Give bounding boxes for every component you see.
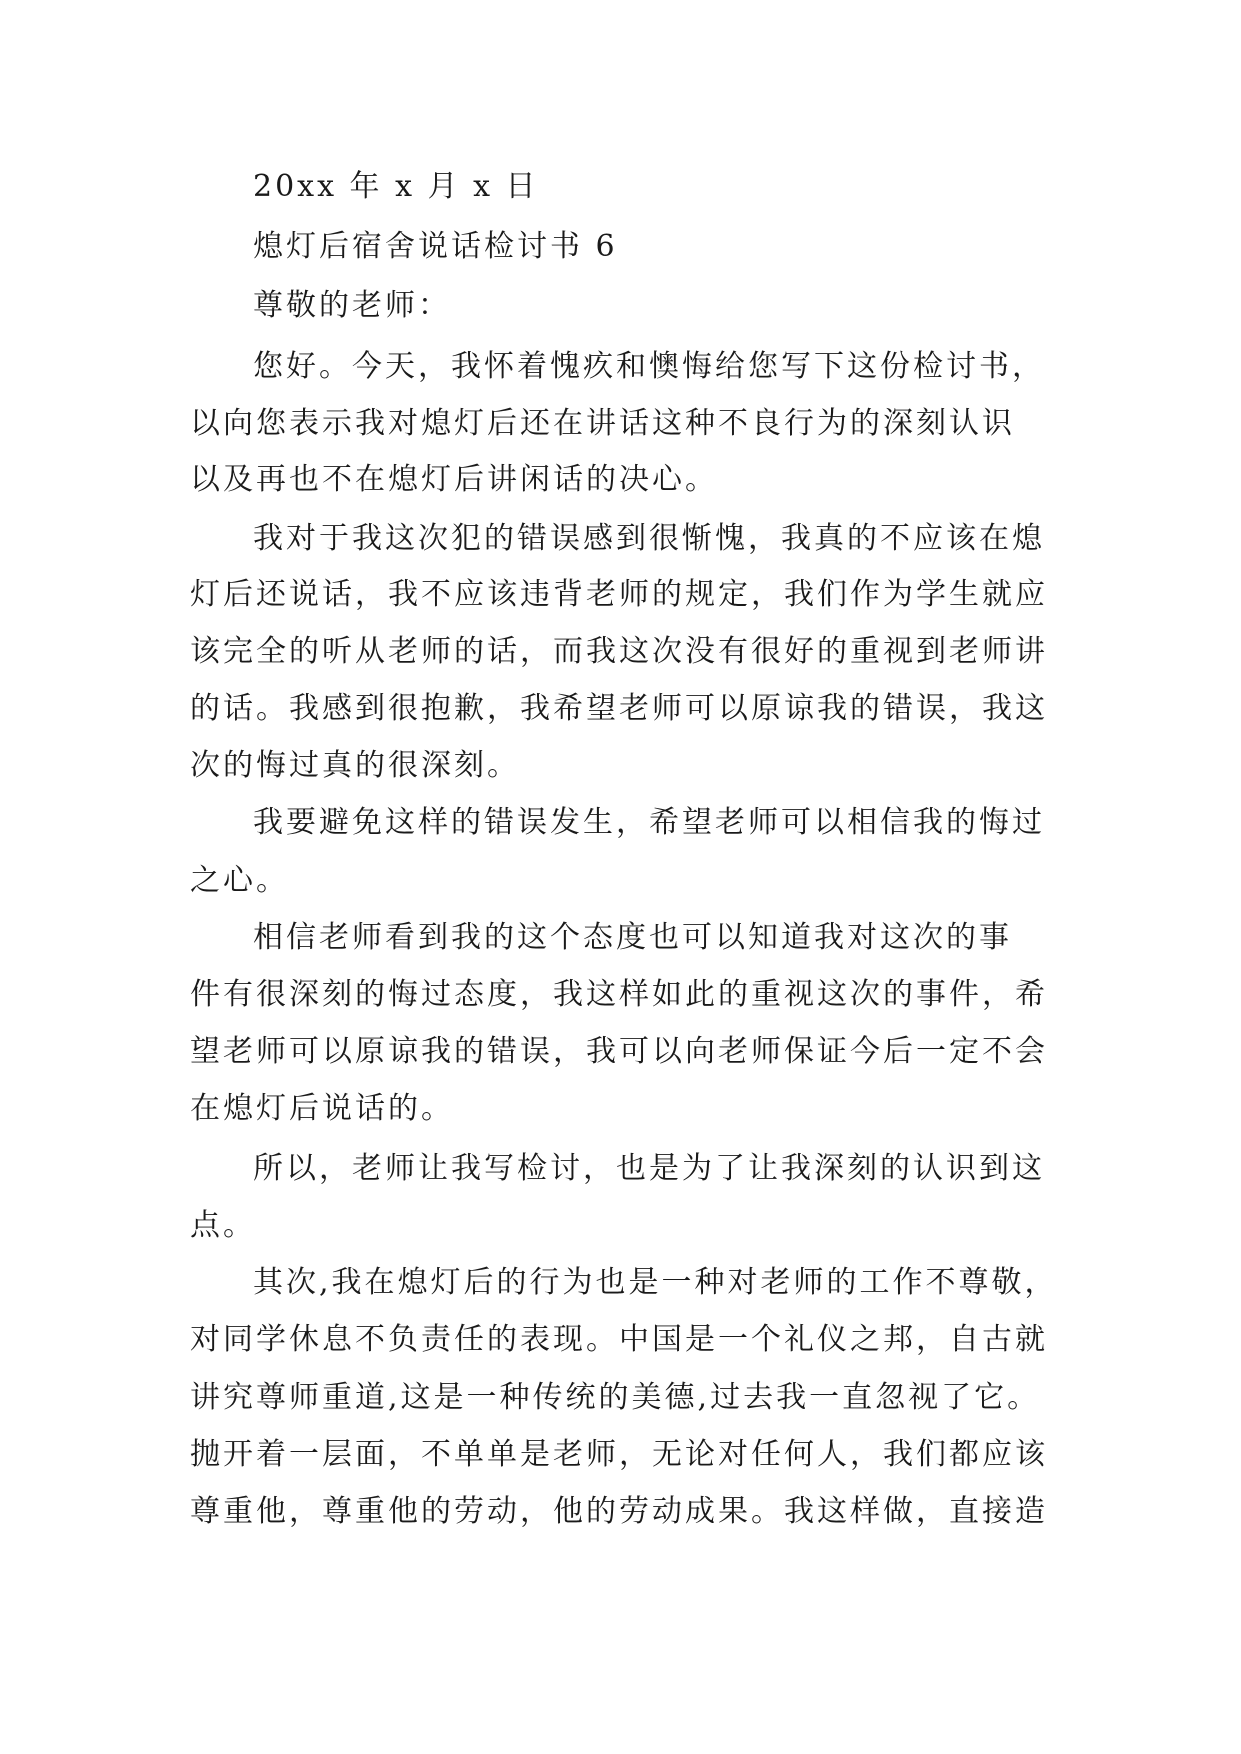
- paragraph-line: 点。: [190, 1208, 256, 1243]
- document-title: 熄灯后宿舍说话检讨书 6: [253, 229, 618, 264]
- paragraph-line: 您好。今天，我怀着愧疚和懊悔给您写下这份检讨书，: [253, 349, 1045, 384]
- paragraph-line: 灯后还说话，我不应该违背老师的规定，我们作为学生就应: [190, 577, 1048, 612]
- paragraph-line: 我对于我这次犯的错误感到很惭愧，我真的不应该在熄: [253, 521, 1045, 556]
- paragraph-line: 抛开着一层面，不单单是老师，无论对任何人，我们都应该: [190, 1437, 1048, 1472]
- paragraph-line: 的话。我感到很抱歉，我希望老师可以原谅我的错误，我这: [190, 691, 1048, 726]
- paragraph-line: 件有很深刻的悔过态度，我这样如此的重视这次的事件，希: [190, 977, 1048, 1012]
- paragraph-line: 在熄灯后说话的。: [190, 1091, 454, 1126]
- paragraph-line: 以及再也不在熄灯后讲闲话的决心。: [190, 462, 718, 497]
- paragraph-line: 该完全的听从老师的话，而我这次没有很好的重视到老师讲: [190, 634, 1048, 669]
- paragraph-line: 望老师可以原谅我的错误，我可以向老师保证今后一定不会: [190, 1034, 1048, 1069]
- paragraph-line: 对同学休息不负责任的表现。中国是一个礼仪之邦，自古就: [190, 1322, 1048, 1357]
- salutation: 尊敬的老师：: [253, 288, 451, 323]
- date-line: 20xx 年 x 月 x 日: [253, 169, 539, 204]
- paragraph-line: 尊重他，尊重他的劳动，他的劳动成果。我这样做，直接造: [190, 1494, 1048, 1529]
- paragraph-line: 之心。: [190, 863, 289, 898]
- paragraph-line: 所以，老师让我写检讨，也是为了让我深刻的认识到这: [253, 1151, 1045, 1186]
- paragraph-line: 次的悔过真的很深刻。: [190, 748, 520, 783]
- paragraph-line: 我要避免这样的错误发生，希望老师可以相信我的悔过: [253, 805, 1045, 840]
- paragraph-line: 相信老师看到我的这个态度也可以知道我对这次的事: [253, 920, 1012, 955]
- paragraph-line: 以向您表示我对熄灯后还在讲话这种不良行为的深刻认识: [190, 406, 1015, 441]
- paragraph-line: 讲究尊师重道,这是一种传统的美德,过去我一直忽视了它。: [190, 1380, 1041, 1415]
- paragraph-line: 其次,我在熄灯后的行为也是一种对老师的工作不尊敬，: [253, 1265, 1058, 1300]
